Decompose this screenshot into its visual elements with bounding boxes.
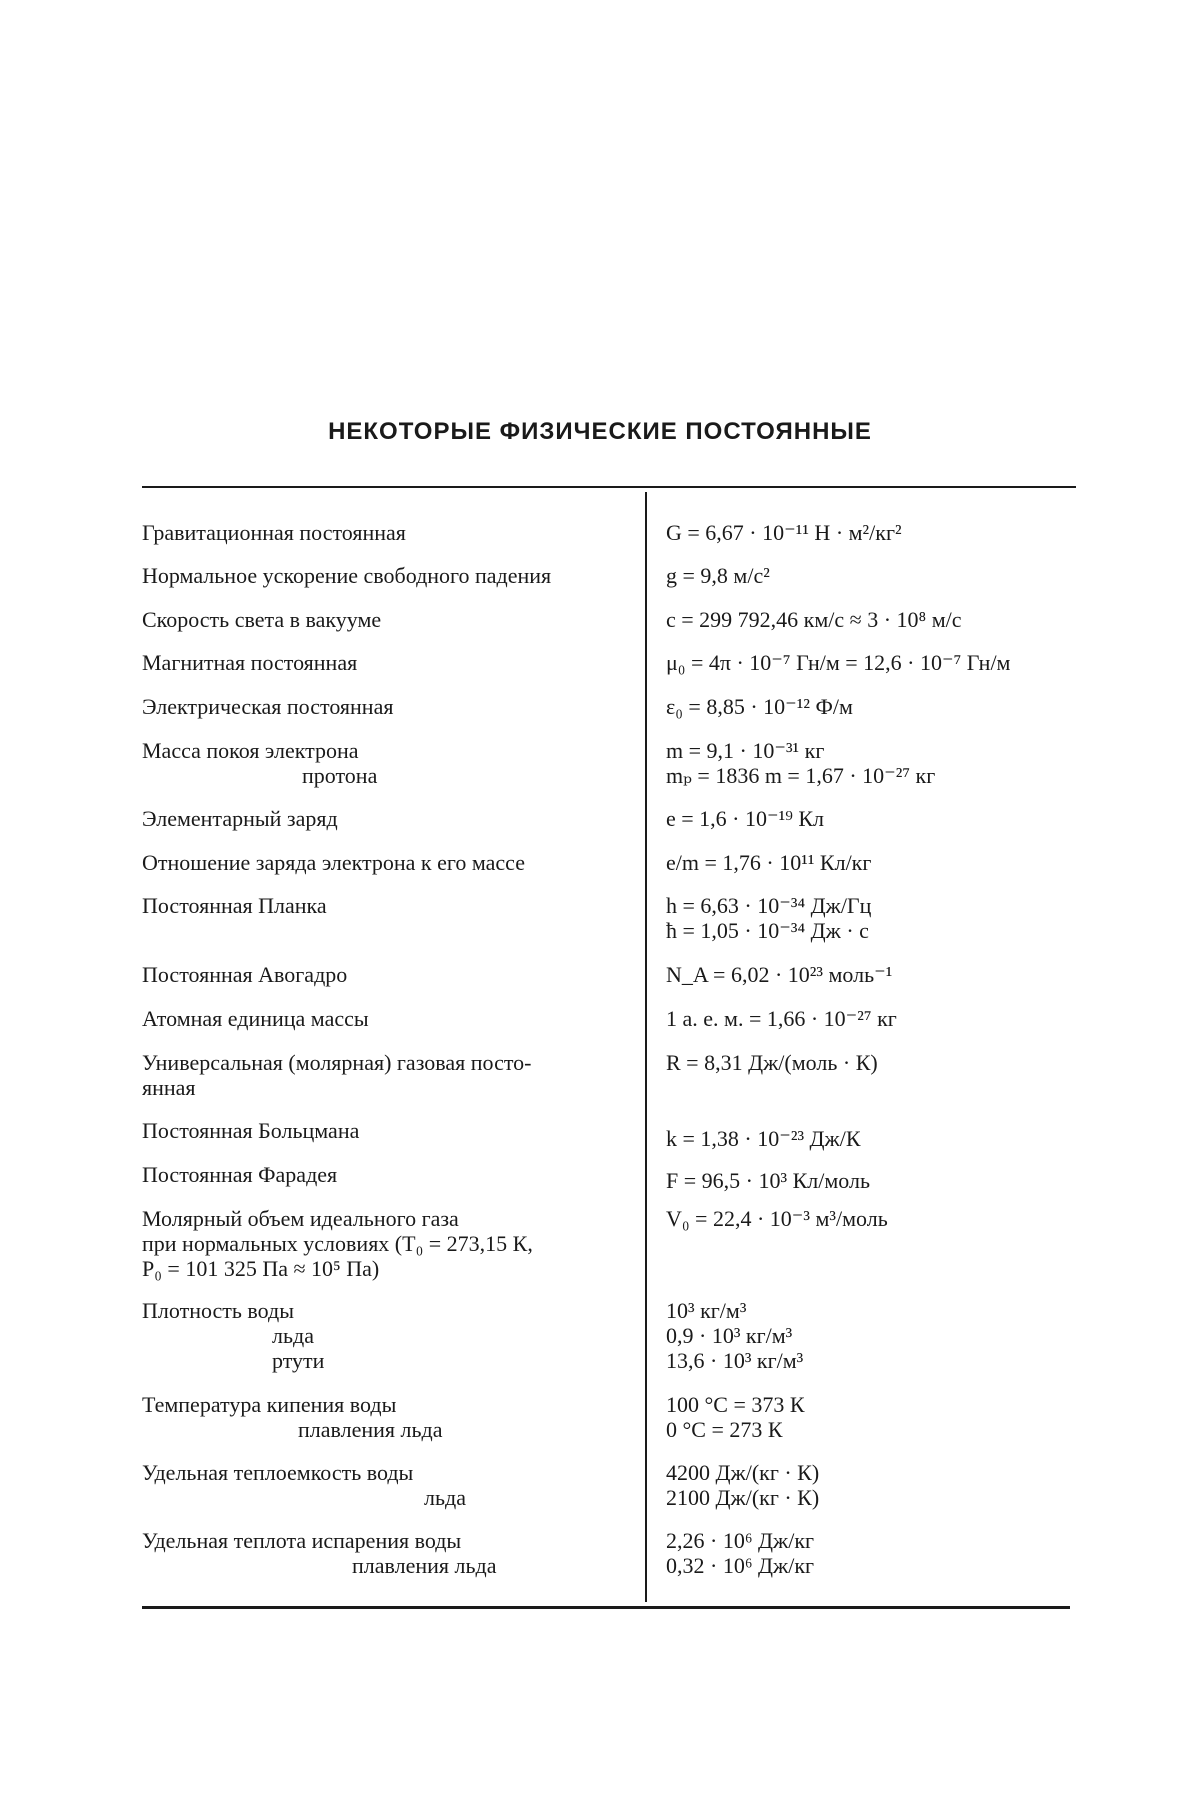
- constant-name: Скорость света в вакууме: [142, 607, 382, 632]
- constant-name: Постоянная Авогадро: [142, 962, 348, 987]
- constant-name: Гравитационная постоянная: [142, 520, 406, 545]
- constant-value: c = 299 792,46 км/с ≈ 3 · 10⁸ м/с: [666, 607, 962, 632]
- constant-value: k = 1,38 · 10⁻²³ Дж/К: [666, 1126, 861, 1151]
- constant-value: F = 96,5 · 10³ Кл/моль: [666, 1168, 870, 1193]
- constant-name: Магнитная постоянная: [142, 650, 358, 675]
- constant-name: Температура кипения воды плавления льда: [142, 1392, 443, 1442]
- constant-value: e/m = 1,76 · 10¹¹ Кл/кг: [666, 850, 872, 875]
- constant-name: Удельная теплота испарения воды плавления льда: [142, 1528, 497, 1578]
- constant-value: R = 8,31 Дж/(моль · К): [666, 1050, 878, 1075]
- constant-name: Отношение заряда электрона к его массе: [142, 850, 525, 875]
- constant-value: 4200 Дж/(кг · К) 2100 Дж/(кг · К): [666, 1460, 820, 1510]
- constant-name: Элементарный заряд: [142, 806, 338, 831]
- constant-value: g = 9,8 м/с²: [666, 563, 770, 588]
- constant-value: ε₀ = 8,85 · 10⁻¹² Ф/м: [666, 694, 853, 719]
- constant-value: 2,26 · 10⁶ Дж/кг 0,32 · 10⁶ Дж/кг: [666, 1528, 815, 1578]
- constant-name: Универсальная (молярная) газовая посто- янная: [142, 1050, 532, 1100]
- constant-name: Молярный объем идеального газа при нормальных условиях (T₀ = 273,15 К, P₀ = 101 325 Па ≈ 10⁵ Па): [142, 1206, 533, 1281]
- constant-name: Постоянная Больцмана: [142, 1118, 360, 1143]
- constant-value: V₀ = 22,4 · 10⁻³ м³/моль: [666, 1206, 888, 1231]
- constant-value: 10³ кг/м³ 0,9 · 10³ кг/м³ 13,6 · 10³ кг/м³: [666, 1298, 804, 1373]
- constant-name: Постоянная Фарадея: [142, 1162, 338, 1187]
- constant-name: Нормальное ускорение свободного падения: [142, 563, 552, 588]
- constant-value: e = 1,6 · 10⁻¹⁹ Кл: [666, 806, 825, 831]
- constant-name: Постоянная Планка: [142, 893, 327, 918]
- constant-name: Плотность воды льда ртути: [142, 1298, 325, 1373]
- constant-value: 1 а. е. м. = 1,66 · 10⁻²⁷ кг: [666, 1006, 897, 1031]
- constant-value: G = 6,67 · 10⁻¹¹ Н · м²/кг²: [666, 520, 902, 545]
- constant-value: h = 6,63 · 10⁻³⁴ Дж/Гц ħ = 1,05 · 10⁻³⁴ Дж · с: [666, 893, 872, 943]
- constant-value: N_A = 6,02 · 10²³ моль⁻¹: [666, 962, 893, 987]
- constant-value: 100 °С = 373 К 0 °С = 273 К: [666, 1392, 805, 1442]
- constant-name: Электрическая постоянная: [142, 694, 394, 719]
- page-title: НЕКОТОРЫЕ ФИЗИЧЕСКИЕ ПОСТОЯННЫЕ: [328, 418, 872, 445]
- constant-name: Масса покоя электрона протона: [142, 738, 378, 788]
- constant-value: m = 9,1 · 10⁻³¹ кг mₚ = 1836 m = 1,67 · 10⁻²⁷ кг: [666, 738, 936, 788]
- constant-value: μ₀ = 4π · 10⁻⁷ Гн/м = 12,6 · 10⁻⁷ Гн/м: [666, 650, 1011, 675]
- constant-name: Атомная единица массы: [142, 1006, 369, 1031]
- bottom-rule: [142, 1606, 1070, 1609]
- constant-name: Удельная теплоемкость воды льда: [142, 1460, 466, 1510]
